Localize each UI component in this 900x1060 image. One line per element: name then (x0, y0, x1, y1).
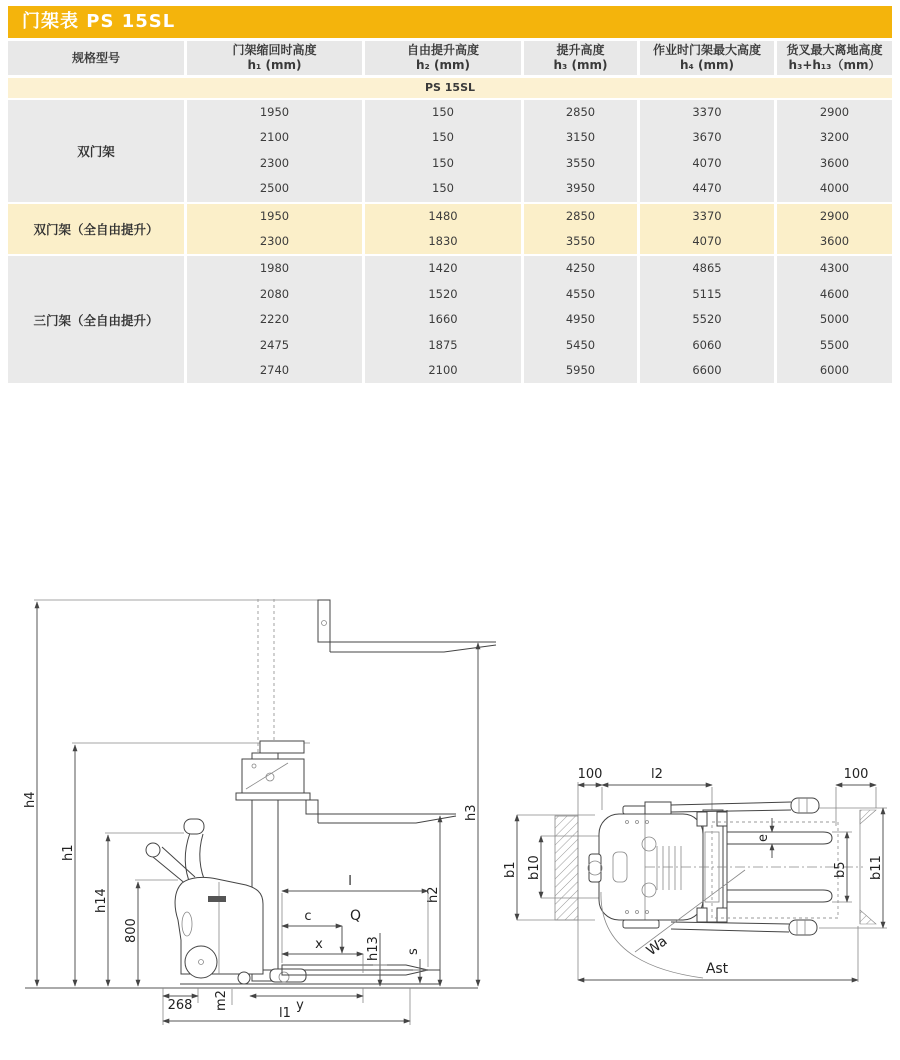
dim-label-y: y (296, 998, 304, 1013)
dim-label-100-left: 100 (577, 767, 603, 782)
dim-label-b5: b5 (833, 861, 848, 878)
group-label: 双门架（全自由提升） (8, 204, 184, 255)
table-value: 5450 (565, 337, 596, 352)
table-value: 2500 (259, 181, 290, 196)
table-value: 4470 (692, 181, 722, 196)
table-value: 3950 (565, 181, 596, 196)
dim-label-s: s (406, 948, 421, 955)
table-value: 1830 (428, 233, 458, 248)
column-header-line1: 提升高度 (556, 43, 605, 57)
table-value: 6600 (692, 362, 722, 377)
table-cell (365, 100, 521, 202)
brand-mark (208, 896, 226, 902)
group-label: 三门架（全自由提升） (8, 256, 184, 383)
table-cell (640, 204, 774, 255)
wall-left (555, 816, 578, 920)
column-header-line1: 自由提升高度 (406, 43, 479, 57)
model-subheader: PS 15SL (8, 78, 892, 98)
table-group (8, 204, 892, 255)
table-value: 150 (432, 130, 454, 145)
dim-label-h3: h3 (464, 804, 479, 821)
tiller-bottom-position (671, 922, 789, 932)
table-cell (524, 204, 637, 255)
column-header (640, 41, 774, 75)
table-value: 5520 (692, 312, 722, 327)
table-value: 2100 (259, 130, 290, 145)
dim-label-800: 800 (124, 918, 139, 943)
table-cell (187, 256, 362, 383)
dim-label-100-right: 100 (843, 767, 869, 782)
table-value: 2900 (819, 208, 850, 223)
column-header-line2: h₄ (mm) (680, 58, 734, 72)
table-value: 4950 (565, 312, 596, 327)
page-title: 门架表 PS 15SL (22, 11, 176, 32)
table-value: 6060 (692, 337, 722, 352)
table-value: 5000 (819, 312, 850, 327)
column-header-line1: 门架缩回时高度 (232, 43, 317, 57)
top-view-drawing (495, 752, 900, 1032)
table-cell (524, 100, 637, 202)
table-value: 4070 (692, 233, 722, 248)
table-cell (524, 256, 637, 383)
group-label: 双门架 (8, 100, 184, 202)
dim-label-h2: h2 (426, 886, 441, 903)
table-cell (365, 204, 521, 255)
dim-label-m2: m2 (214, 990, 229, 1011)
table-cell (777, 256, 892, 383)
table-value: 1950 (259, 105, 290, 119)
table-value: 2080 (259, 286, 290, 301)
table-group (8, 100, 892, 202)
table-value: 3200 (819, 130, 850, 145)
table-value: 5115 (692, 286, 722, 301)
dim-label-h14: h14 (94, 888, 109, 913)
table-value: 4550 (565, 286, 596, 301)
table-value: 3370 (692, 208, 722, 223)
table-value: 2300 (259, 233, 290, 248)
column-header-line1: 规格型号 (71, 50, 120, 65)
table-value: 1950 (259, 208, 290, 223)
table-value: 3370 (692, 105, 722, 119)
dim-label-b11: b11 (869, 855, 884, 880)
table-value: 1420 (428, 261, 458, 276)
table-value: 6000 (819, 362, 850, 377)
caster-wheel (238, 972, 250, 984)
table-value: 2220 (259, 312, 290, 327)
table-value: 4865 (692, 261, 722, 276)
table-value: 2475 (259, 337, 290, 352)
column-header-line1: 作业时门架最大高度 (652, 43, 761, 57)
dim-label-l: l (348, 874, 352, 889)
table-value: 1520 (428, 286, 458, 301)
table-value: 2900 (819, 105, 850, 119)
column-header (365, 41, 521, 75)
dim-label-x: x (315, 937, 323, 952)
dim-label-e: e (756, 834, 771, 842)
table-value: 3150 (565, 130, 596, 145)
table-cell (365, 256, 521, 383)
table-value: 4600 (819, 286, 850, 301)
table-value: 4300 (819, 261, 850, 276)
table-cell (640, 100, 774, 202)
fork-top-upper (727, 832, 832, 844)
table-value: 2740 (259, 362, 290, 377)
pallet-outline (712, 822, 838, 918)
column-header-line1: 货叉最大离地高度 (786, 43, 883, 57)
column-header-line2: h₃ (mm) (553, 58, 608, 72)
column-header (187, 41, 362, 75)
table-cell (187, 100, 362, 202)
table-value: 4070 (692, 155, 722, 170)
title-bar (8, 6, 892, 38)
wall-right-top (860, 810, 876, 824)
dim-label-h1: h1 (61, 844, 76, 861)
table-header-row (8, 41, 892, 75)
table-groups (8, 100, 892, 385)
tiller-top-position (671, 802, 791, 812)
mast-top-view (703, 810, 723, 922)
table-value: 3670 (692, 130, 722, 145)
table-value: 5500 (819, 337, 850, 352)
fork-freelift (318, 814, 456, 823)
table-cell (777, 100, 892, 202)
dim-label-l1: l1 (279, 1006, 291, 1021)
column-header (524, 41, 637, 75)
table-value: 4250 (565, 261, 596, 276)
drive-wheel (185, 946, 217, 978)
dim-label-h4: h4 (23, 791, 38, 808)
table-cell (777, 204, 892, 255)
table-cell (640, 256, 774, 383)
table-value: 1660 (428, 312, 458, 327)
table-value: 4000 (819, 181, 850, 196)
table-value: 3600 (819, 155, 850, 170)
table-value: 2100 (428, 362, 458, 377)
table-value: 2850 (565, 105, 596, 119)
dim-label-b10: b10 (527, 855, 542, 880)
table-value: 3600 (819, 233, 850, 248)
table-group (8, 256, 892, 383)
dim-label-Ast: Ast (705, 961, 729, 977)
wall-right-bottom (860, 910, 876, 924)
dim-label-h13: h13 (366, 936, 381, 961)
side-view-drawing (20, 593, 500, 1045)
table-value: 150 (432, 181, 454, 196)
table-value: 2850 (565, 208, 596, 223)
table-value: 1875 (428, 337, 458, 352)
column-header-line2: h₁ (mm) (247, 58, 302, 72)
fork-top-lower (727, 890, 832, 902)
dim-label-c: c (304, 909, 312, 924)
column-header (8, 41, 184, 75)
dim-label-268: 268 (167, 998, 193, 1013)
table-value: 1480 (428, 208, 458, 223)
dim-label-b1: b1 (503, 861, 518, 878)
fork-carriage (242, 759, 304, 793)
column-header (777, 41, 892, 75)
dim-label-Wa: Wa (643, 933, 671, 960)
table-value: 5950 (565, 362, 596, 377)
table-value: 2300 (259, 155, 290, 170)
fork-raised (330, 642, 496, 652)
column-header-line2: h₂ (mm) (416, 58, 470, 72)
table-value: 1980 (259, 261, 290, 276)
table-value: 150 (432, 105, 454, 119)
column-header-line2: h₃+h₁₃（mm） (788, 58, 881, 72)
table-value: 150 (432, 155, 454, 170)
table-value: 3550 (565, 155, 596, 170)
load-label-Q: Q (350, 908, 362, 924)
dim-label-l2: l2 (651, 767, 663, 782)
table-cell (187, 204, 362, 255)
table-value: 3550 (565, 233, 596, 248)
